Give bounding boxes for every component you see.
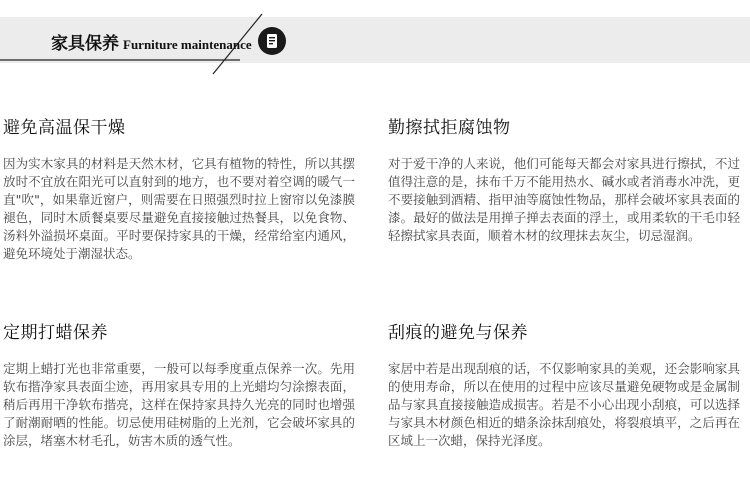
section-scratch-care xyxy=(388,318,740,450)
banner-title xyxy=(51,29,252,54)
section-title: 勤擦拭拒腐蚀物 xyxy=(388,118,511,138)
section-regular-waxing xyxy=(3,318,355,450)
section-body: 家居中若是出现刮痕的话，不仅影响家具的美观，还会影响家具的使用寿命，所以在使用的过程中应该尽量避免硬物或是金属制品与家具直接接触造成损害。若是不小心出现小刮痕，可以选择与家具木材颜色相近的蜡条涂抹刮痕处，将裂痕填平，之后再在区域上一次蜡，保持光泽度。 xyxy=(388,361,740,448)
section-body: 对于爱干净的人来说，他们可能每天都会对家具进行擦拭，不过值得注意的是，抹布千万不能用热水、碱水或者消毒水冲洗，更不要接触到酒精、指甲油等腐蚀性物品，那样会破坏家具表面的漆。最好的做法是用掸子掸去表面的浮土，或用柔软的干毛巾轻轻擦拭家具表面，顺着木材的纹理抹去灰尘，切忌湿润。 xyxy=(388,156,740,243)
banner-title-cn: 家具保养 xyxy=(51,34,119,54)
document-icon xyxy=(258,27,286,55)
section-title: 定期打蜡保养 xyxy=(3,323,108,343)
section-wipe-often xyxy=(388,113,740,245)
section-body: 因为实木家具的材料是天然木材，它具有植物的特性，所以其摆放时不宜放在阳光可以直射到的地方，也不要对着空调的暖气一直"吹"，如果靠近窗户，则需要在日照强烈时拉上窗帘以免漆膜褪色，同时木质餐桌要尽量避免直接接触过热餐具，以免食物、汤料外溢损坏桌面。平时要保持家具的干燥，经常给室内通风，避免环境处于潮湿状态。 xyxy=(3,156,355,261)
section-body: 定期上蜡打光也非常重要，一般可以每季度重点保养一次。先用软布揩净家具表面尘迹，再用家具专用的上光蜡均匀涂擦表面，稍后再用干净软布揩亮，这样在保持家具持久光亮的同时也增强了耐潮耐晒的性能。切忌使用硅树脂的上光剂，它会破坏家具的涂层，堵塞木材毛孔，妨害木质的透气性。 xyxy=(3,361,355,448)
section-banner xyxy=(0,0,750,80)
section-title: 避免高温保干燥 xyxy=(3,118,126,138)
section-title: 刮痕的避免与保养 xyxy=(388,323,528,343)
banner-title-en: Furniture maintenance xyxy=(123,37,252,52)
section-avoid-heat xyxy=(3,113,355,263)
